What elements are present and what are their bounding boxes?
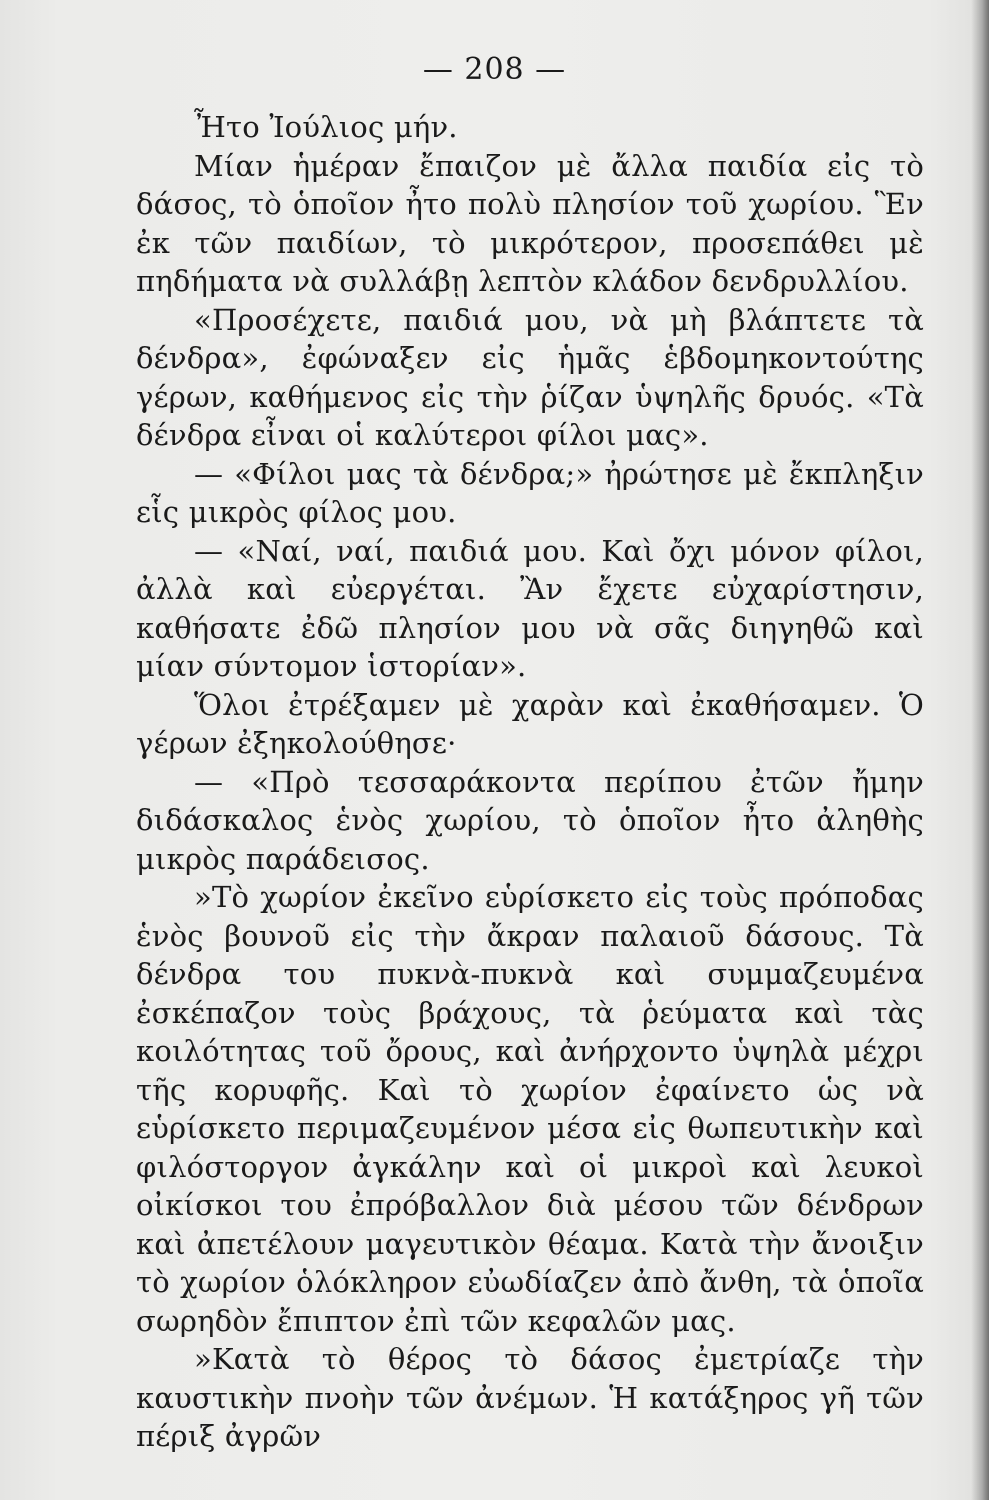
body-text <box>136 108 924 1456</box>
paragraph: Μίαν ἡμέραν ἔπαιζον μὲ ἄλλα παιδία εἰς τὸ δάσος, τὸ ὁποῖον ἦτο πολὺ πλησίον τοῦ χωρίου. Ἓν ἐκ τῶν παιδίων, τὸ μικρότερον, προσεπάθει μὲ πηδήματα νὰ συλλάβῃ λεπτὸν κλάδον δενδρυλλίου. <box>136 148 924 298</box>
paragraph: »Κατὰ τὸ θέρος τὸ δάσος ἐμετρίαζε τὴν καυστικὴν πνοὴν τῶν ἀνέμων. Ἡ κατάξηρος γῆ τῶν πέριξ ἀγρῶν <box>136 1342 924 1453</box>
paragraph: — «Πρὸ τεσσαράκοντα περίπου ἐτῶν ἤμην διδάσκαλος ἑνὸς χωρίου, τὸ ὁποῖον ἦτο ἀληθὴς μικρὸς παράδεισος. <box>136 764 924 876</box>
paragraph: Ἦτο Ἰούλιος μήν. <box>194 110 458 144</box>
paragraph: «Προσέχετε, παιδιά μου, νὰ μὴ βλάπτετε τὰ δένδρα», ἐφώναξεν εἰς ἡμᾶς ἑβδομηκοντούτης γέρων, καθήμενος εἰς τὴν ῥίζαν ὑψηλῆς δρυός. «Τὰ δένδρα εἶναι οἱ καλύτεροι φίλοι μας». <box>136 302 924 452</box>
page-edge-shadow <box>971 0 989 1500</box>
paragraph: »Τὸ χωρίον ἐκεῖνο εὑρίσκετο εἰς τοὺς πρόποδας ἑνὸς βουνοῦ εἰς τὴν ἄκραν παλαιοῦ δάσους. Τὰ δένδρα του πυκνὰ-πυκνὰ καὶ συμμαζευμένα ἐσκέπαζον τοὺς βράχους, τὰ ῥεύματα καὶ τὰς κοιλότητας τοῦ ὄρους, καὶ ἀνήρχοντο ὑψηλὰ μέχρι τῆς κορυφῆς. Καὶ τὸ χωρίον ἐφαίνετο ὡς νὰ εὑρίσκετο περιμαζευμένον μέσα εἰς θωπευτικὴν καὶ φιλόστοργον ἀγκάλην καὶ οἱ μικροὶ καὶ λευκοὶ οἰκίσκοι του ἐπρόβαλλον διὰ μέσου τῶν δένδρων καὶ ἀπετέλουν μαγευτικὸν θέαμα. Κατὰ τὴν ἄνοιξιν τὸ χωρίον ὁλόκληρον εὐωδίαζεν ἀπὸ ἄνθη, τὰ ὁποῖα σωρηδὸν ἔπιπτον ἐπὶ τῶν κεφαλῶν μας. <box>136 880 924 1338</box>
paragraph: — «Ναί, ναί, παιδιά μου. Καὶ ὄχι μόνον φίλοι, ἀλλὰ καὶ εὐεργέται. Ἂν ἔχετε εὐχαρίστησιν, καθήσατε ἐδῶ πλησίον μου νὰ σᾶς διηγηθῶ καὶ μίαν σύντομον ἱστορίαν». <box>136 533 924 683</box>
paragraph: Ὅλοι ἐτρέξαμεν μὲ χαρὰν καὶ ἐκαθήσαμεν. Ὁ γέρων ἐξηκολούθησε· <box>136 687 924 760</box>
page-number: — 208 — <box>422 52 567 87</box>
paragraph: — «Φίλοι μας τὰ δένδρα;» ἠρώτησε μὲ ἔκπληξιν εἷς μικρὸς φίλος μου. <box>136 456 924 529</box>
